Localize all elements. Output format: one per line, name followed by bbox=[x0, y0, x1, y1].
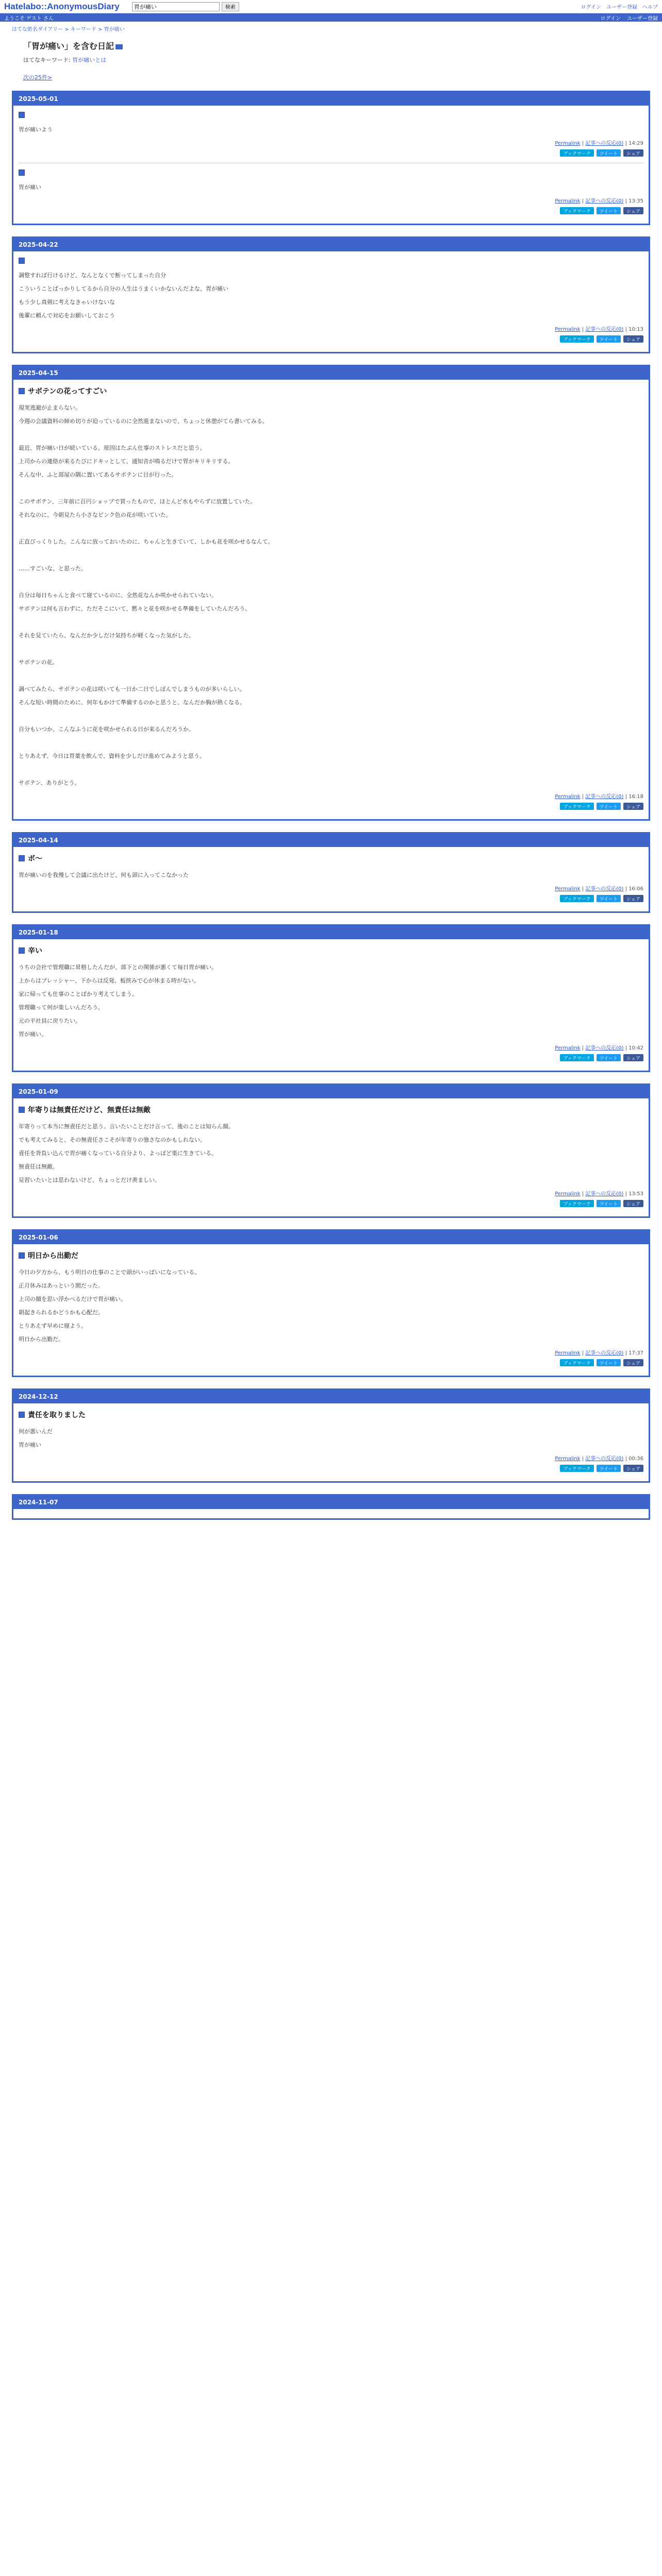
permalink-link[interactable]: Permalink bbox=[555, 1045, 581, 1051]
share-button[interactable]: シェア bbox=[623, 207, 643, 214]
entry-text: 自分もいつか、こんなふうに花を咲かせられる日が来るんだろうか。 bbox=[19, 726, 194, 733]
entry-time: | 13:35 bbox=[623, 198, 643, 204]
entry-meta: Permalink | 記事への反応(0) | 10:13 bbox=[555, 327, 643, 332]
entry-text bbox=[19, 482, 643, 495]
entry-time: | 10:42 bbox=[623, 1045, 643, 1051]
day-section bbox=[12, 1229, 650, 1377]
entry-text: そんな短い時間のために、何年もかけて準備するのかと思うと、なんだか胸が熱くなる。 bbox=[19, 699, 245, 706]
entry-square-icon bbox=[19, 388, 25, 394]
nav-register-link[interactable]: ユーザー登録 bbox=[627, 15, 658, 22]
day-section bbox=[12, 365, 650, 821]
entry-title[interactable]: 辛い bbox=[19, 945, 643, 956]
top-bar bbox=[0, 0, 662, 13]
entry-title[interactable]: 明日から出勤だ bbox=[19, 1250, 643, 1261]
entry-text: 明日から出勤だ。 bbox=[19, 1336, 64, 1343]
day-date[interactable]: 2025-05-01 bbox=[13, 92, 649, 106]
share-buttons bbox=[19, 207, 643, 214]
entry-text: 胃が痛いよう bbox=[19, 126, 53, 133]
entry-text: 何が悪いんだ bbox=[19, 1428, 53, 1435]
share-buttons bbox=[19, 1359, 643, 1366]
permalink-link[interactable]: Permalink bbox=[555, 198, 581, 204]
diary-entry bbox=[19, 386, 643, 810]
entry-text: このサボテン、三年前に百円ショップで買ったもので、ほとんど水もやらずに放置していた。 bbox=[19, 498, 256, 505]
entry-square-icon bbox=[19, 947, 25, 954]
entry-text: 正月休みはあっという間だった。 bbox=[19, 1282, 104, 1289]
trackback-link[interactable]: 記事への反応(0) bbox=[585, 327, 624, 332]
day-date[interactable]: 2025-01-06 bbox=[13, 1231, 649, 1244]
entry-text: それを見ていたら、なんだか少しだけ気持ちが軽くなった気がした。 bbox=[19, 632, 194, 639]
bookmark-button[interactable]: ブックマーク bbox=[560, 207, 593, 214]
entry-title[interactable]: 責任を取りました bbox=[19, 1410, 643, 1420]
nav-login-link[interactable]: ログイン bbox=[600, 15, 621, 22]
entry-text: サボテン、ありがとう。 bbox=[19, 779, 80, 786]
entry-text: 元の平社員に戻りたい。 bbox=[19, 1018, 81, 1024]
permalink-link[interactable]: Permalink bbox=[555, 1456, 581, 1462]
day-section bbox=[12, 1494, 650, 1520]
bookmark-button[interactable]: ブックマーク bbox=[560, 335, 593, 343]
share-button[interactable]: シェア bbox=[623, 803, 643, 810]
trackback-link[interactable]: 記事への反応(0) bbox=[585, 1191, 624, 1197]
entry-title[interactable]: 年寄りは無責任だけど、無責任は無敵 bbox=[19, 1105, 643, 1115]
top-link-help[interactable]: ヘルプ bbox=[642, 5, 658, 10]
entry-text: ……すごいな、と思った。 bbox=[19, 565, 87, 572]
tweet-button[interactable]: ツイート bbox=[597, 1054, 621, 1061]
entry-text: うちの会社で管理職に昇格したんだが、部下との関係が悪くて毎日胃が痛い。 bbox=[19, 964, 217, 971]
permalink-link[interactable]: Permalink bbox=[555, 141, 581, 146]
day-section bbox=[12, 832, 650, 913]
day-date[interactable]: 2025-04-22 bbox=[13, 238, 649, 251]
entry-title[interactable]: ボ～ bbox=[19, 853, 643, 863]
day-date[interactable]: 2025-01-18 bbox=[13, 926, 649, 939]
entry-text bbox=[19, 669, 643, 683]
entry-meta: Permalink | 記事への反応(0) | 13:53 bbox=[555, 1191, 643, 1197]
share-buttons bbox=[19, 335, 643, 343]
entry-meta: Permalink | 記事への反応(0) | 16:06 bbox=[555, 886, 643, 892]
trackback-link[interactable]: 記事への反応(0) bbox=[585, 141, 624, 146]
entry-text: 正直びっくりした。こんなに放っておいたのに、ちゃんと生きていて、しかも花を咲かせるなんて。 bbox=[19, 538, 274, 545]
day-section bbox=[12, 1388, 650, 1483]
entry-meta: Permalink | 記事への反応(0) | 17:37 bbox=[555, 1350, 643, 1356]
entry-text: 上司からの連絡が来るたびにドキッとして、通知音が鳴るだけで胃がキリキリする。 bbox=[19, 458, 234, 465]
breadcrumb[interactable]: はてな匿名ダイアリー > キーワード > 胃が痛い bbox=[12, 27, 125, 32]
entry-text bbox=[19, 428, 643, 442]
day-section bbox=[12, 924, 650, 1072]
trackback-link[interactable]: 記事への反応(0) bbox=[585, 886, 624, 892]
entry-text: もう少し真剣に考えなきゃいけないな bbox=[19, 299, 115, 306]
bookmark-button[interactable]: ブックマーク bbox=[560, 1465, 593, 1472]
share-buttons bbox=[19, 1054, 643, 1061]
trackback-link[interactable]: 記事への反応(0) bbox=[585, 1350, 624, 1356]
entry-square-icon bbox=[19, 258, 25, 264]
tweet-button[interactable]: ツイート bbox=[597, 1200, 621, 1207]
entry-text bbox=[19, 736, 643, 750]
entry-meta: Permalink | 記事への反応(0) | 16:18 bbox=[555, 794, 643, 800]
entry-text: 胃が痛いのを我慢して会議に出たけど、何も頭に入ってこなかった bbox=[19, 872, 189, 878]
entry-text bbox=[19, 709, 643, 723]
day-date[interactable]: 2025-04-14 bbox=[13, 834, 649, 847]
entry-text: 今日の夕方から、もう明日の仕事のことで頭がいっぱいになっている。 bbox=[19, 1269, 200, 1276]
entry-text: 上司の顔を思い浮かべるだけで胃が痛い。 bbox=[19, 1296, 126, 1302]
diary-entry bbox=[19, 853, 643, 902]
tweet-button[interactable]: ツイート bbox=[597, 803, 621, 810]
permalink-link[interactable]: Permalink bbox=[555, 1191, 581, 1197]
entry-text: こういうことばっかりしてるから自分の人生はうまくいかないんだよな、胃が痛い bbox=[19, 285, 228, 292]
entry-text: 調整すれば行けるけど、なんとなくで断ってしまった自分 bbox=[19, 272, 166, 279]
entry-text: それなのに、今朝見たら小さなピンク色の花が咲いていた。 bbox=[19, 512, 172, 518]
tweet-button[interactable]: ツイート bbox=[597, 149, 621, 157]
entry-text: 後輩に頼んで対応をお願いしておこう bbox=[19, 312, 115, 319]
diary-entry bbox=[19, 1105, 643, 1207]
entry-text: 自分は毎日ちゃんと食べて寝ているのに、全然花なんか咲かせられていない。 bbox=[19, 592, 217, 599]
tweet-button[interactable]: ツイート bbox=[597, 895, 621, 902]
search-form bbox=[132, 2, 239, 11]
bookmark-button[interactable]: ブックマーク bbox=[560, 1054, 593, 1061]
bookmark-button[interactable]: ブックマーク bbox=[560, 1359, 593, 1366]
entry-text bbox=[19, 642, 643, 656]
entry-text: 現実逃避が止まらない。 bbox=[19, 404, 81, 411]
share-button[interactable]: シェア bbox=[623, 895, 643, 902]
share-buttons bbox=[19, 1200, 643, 1207]
search-input[interactable] bbox=[132, 2, 220, 11]
entry-time: | 16:06 bbox=[623, 886, 643, 892]
share-button[interactable]: シェア bbox=[623, 1465, 643, 1472]
entry-text: サボテンは何も言わずに、ただそこにいて、黙々と花を咲かせる準備をしていたんだろう。 bbox=[19, 605, 251, 612]
entry-square-icon bbox=[19, 1107, 25, 1113]
entry-text: 責任を背負い込んで胃が痛くなっている自分より、よっぽど楽に生きている。 bbox=[19, 1150, 217, 1157]
entry-text: 最近、胃が痛い日が続いている。原因はたぶん仕事のストレスだと思う。 bbox=[19, 445, 206, 451]
share-button[interactable]: シェア bbox=[623, 1200, 643, 1207]
entry-text: 管理職って何が楽しいんだろう。 bbox=[19, 1004, 104, 1011]
entry-meta: Permalink | 記事への反応(0) | 10:42 bbox=[555, 1045, 643, 1051]
entry-text: 無責任は無敵。 bbox=[19, 1163, 58, 1170]
permalink-link[interactable]: Permalink bbox=[555, 794, 581, 800]
day-section bbox=[12, 236, 650, 353]
diary-entry bbox=[19, 170, 643, 214]
entry-square-icon bbox=[19, 1252, 25, 1259]
diary-entry bbox=[19, 1250, 643, 1366]
trackback-link[interactable]: 記事への反応(0) bbox=[585, 198, 624, 204]
share-button[interactable]: シェア bbox=[623, 1359, 643, 1366]
permalink-link[interactable]: Permalink bbox=[555, 327, 581, 332]
entry-text: 胃が痛い。 bbox=[19, 1031, 47, 1038]
trackback-link[interactable]: 記事への反応(0) bbox=[585, 794, 624, 800]
entry-text bbox=[19, 616, 643, 629]
welcome-text: ようこそ ゲスト さん bbox=[4, 15, 54, 22]
bookmark-button[interactable]: ブックマーク bbox=[560, 803, 593, 810]
permalink-link[interactable]: Permalink bbox=[555, 886, 581, 892]
search-button[interactable]: 検索 bbox=[222, 2, 239, 11]
entry-title[interactable] bbox=[19, 258, 643, 264]
top-link-register[interactable]: ユーザー登録 bbox=[606, 5, 637, 10]
day-list bbox=[12, 91, 650, 1520]
keyword-link[interactable]: 胃が痛いとは bbox=[72, 57, 107, 63]
entry-text: 家に帰っても仕事のことばかり考えてしまう。 bbox=[19, 991, 138, 997]
tweet-button[interactable]: ツイート bbox=[597, 207, 621, 214]
site-logo[interactable]: Hatelabo::AnonymousDiary bbox=[4, 1, 120, 11]
share-buttons bbox=[19, 149, 643, 157]
entry-text: 胃が痛い bbox=[19, 184, 41, 191]
top-links bbox=[581, 3, 658, 10]
day-date[interactable]: 2024-11-07 bbox=[13, 1496, 649, 1509]
entry-meta: Permalink | 記事への反応(0) | 13:35 bbox=[555, 198, 643, 204]
diary-entry bbox=[19, 258, 643, 343]
day-section bbox=[12, 1083, 650, 1218]
entry-text: 胃が痛い bbox=[19, 1442, 41, 1448]
share-buttons bbox=[19, 895, 643, 902]
entry-meta: Permalink | 記事への反応(0) | 00:36 bbox=[555, 1456, 643, 1462]
entry-text bbox=[19, 549, 643, 562]
top-link-login[interactable]: ログイン bbox=[581, 5, 601, 10]
entry-text: 今週の会議資料の締め切りが迫っているのに全然進まないので、ちょっと休憩がてら書いてみる。 bbox=[19, 418, 268, 425]
entry-text: 年寄りって本当に無責任だと思う。言いたいことだけ言って、後のことは知らん顔。 bbox=[19, 1123, 234, 1130]
tweet-button[interactable]: ツイート bbox=[597, 335, 621, 343]
entry-text bbox=[19, 575, 643, 589]
share-button[interactable]: シェア bbox=[623, 335, 643, 343]
main-content bbox=[12, 22, 650, 1520]
feed-icon[interactable] bbox=[115, 44, 123, 49]
entry-square-icon bbox=[19, 112, 25, 118]
entry-text: 上からはプレッシャー、下からは反発、板挟みで心が休まる時がない。 bbox=[19, 977, 200, 984]
entry-title[interactable]: サボテンの花ってすごい bbox=[19, 386, 643, 396]
nav-bar bbox=[0, 13, 662, 22]
share-button[interactable]: シェア bbox=[623, 149, 643, 157]
entry-time: | 13:53 bbox=[623, 1191, 643, 1197]
diary-entry bbox=[19, 945, 643, 1061]
entry-title[interactable] bbox=[19, 112, 643, 118]
share-buttons bbox=[19, 1465, 643, 1472]
share-button[interactable]: シェア bbox=[623, 1054, 643, 1061]
day-date[interactable]: 2024-12-12 bbox=[13, 1390, 649, 1403]
entry-meta: Permalink | 記事への反応(0) | 14:29 bbox=[555, 141, 643, 146]
entry-title[interactable] bbox=[19, 170, 643, 176]
tweet-button[interactable]: ツイート bbox=[597, 1465, 621, 1472]
entry-time: | 17:37 bbox=[623, 1350, 643, 1356]
trackback-link[interactable]: 記事への反応(0) bbox=[585, 1045, 624, 1051]
trackback-link[interactable]: 記事への反応(0) bbox=[585, 1456, 624, 1462]
tweet-button[interactable]: ツイート bbox=[597, 1359, 621, 1366]
entry-text bbox=[19, 522, 643, 535]
entry-time: | 14:29 bbox=[623, 141, 643, 146]
entry-text: とりあえず、今日は胃薬を飲んで、資料を少しだけ進めてみようと思う。 bbox=[19, 753, 205, 759]
day-date[interactable]: 2025-04-15 bbox=[13, 366, 649, 380]
entry-text: とりあえず早めに寝よう。 bbox=[19, 1323, 87, 1329]
permalink-link[interactable]: Permalink bbox=[555, 1350, 581, 1356]
entry-text bbox=[19, 763, 643, 776]
entry-time: | 10:13 bbox=[623, 327, 643, 332]
day-date[interactable]: 2025-01-09 bbox=[13, 1085, 649, 1098]
diary-entry bbox=[19, 112, 643, 157]
entry-time: | 16:18 bbox=[623, 794, 643, 800]
keyword-line: はてなキーワード: 胃が痛いとは bbox=[23, 57, 107, 63]
older-entries-link[interactable]: 次の25件> bbox=[23, 74, 53, 81]
entry-time: | 00:36 bbox=[623, 1456, 643, 1462]
share-buttons bbox=[19, 803, 643, 810]
entry-text: サボテンの花。 bbox=[19, 659, 58, 666]
page-header bbox=[12, 40, 650, 91]
entry-text: でも考えてみると、その無責任さこそが年寄りの強さなのかもしれない。 bbox=[19, 1137, 206, 1143]
entry-text: そんな中、ふと部屋の隅に置いてあるサボテンに目が行った。 bbox=[19, 471, 177, 478]
entry-square-icon bbox=[19, 170, 25, 176]
diary-entry bbox=[19, 1410, 643, 1472]
day-section bbox=[12, 91, 650, 225]
bookmark-button[interactable]: ブックマーク bbox=[560, 1200, 593, 1207]
entry-text: 朝起きられるかどうかも心配だ。 bbox=[19, 1309, 104, 1316]
bookmark-button[interactable]: ブックマーク bbox=[560, 895, 593, 902]
entry-text: 見習いたいとは思わないけど、ちょっとだけ羨ましい。 bbox=[19, 1177, 160, 1183]
entry-text: 調べてみたら、サボテンの花は咲いても一日か二日でしぼんでしまうものが多いらしい。 bbox=[19, 686, 245, 692]
page-title: 「胃が痛い」を含む日記 bbox=[23, 40, 650, 52]
entry-square-icon bbox=[19, 1412, 25, 1418]
entry-square-icon bbox=[19, 855, 25, 861]
bookmark-button[interactable]: ブックマーク bbox=[560, 149, 593, 157]
